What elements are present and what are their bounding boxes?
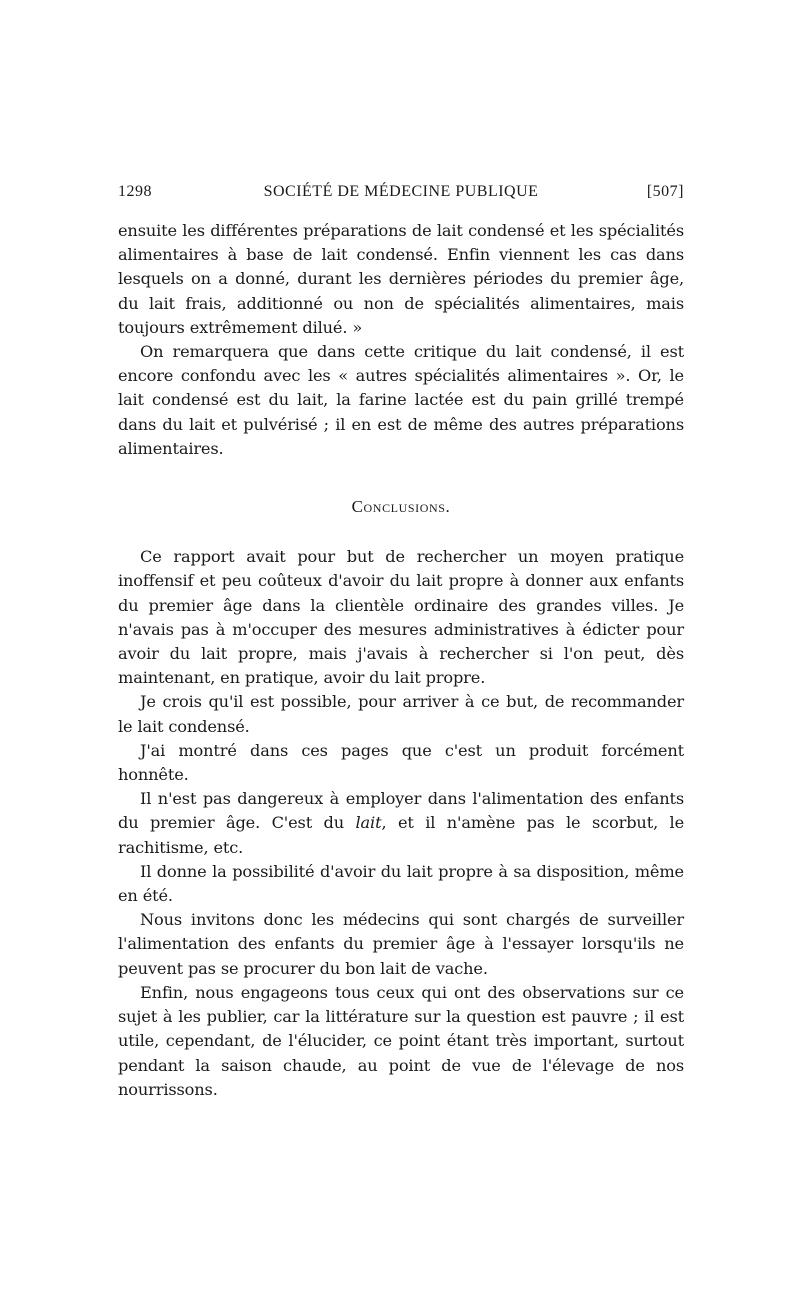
paragraph-recommendation: Je crois qu'il est possible, pour arriver à ce but, de recommander le lait condensé. — [118, 692, 684, 736]
paragraph-purpose: Ce rapport avait pour but de rechercher un moyen pratique inoffensif et peu coûteux d'avoir du lait propre à donner aux enfants du premier âge dans la clientèle ordinaire des grandes villes. Je n'avais pas à m'occuper des mesures administratives à édicter pour avoir du lait propre, mais j'avais à rechercher si l'on peut, dès maintenant, en pratique, avoir du lait propre. — [118, 547, 684, 688]
text-span: Il n'est pas dangereux à employer dans l'alimentation des enfants du premier âge. C'est du — [118, 789, 684, 833]
paragraph-availability: Il donne la possibilité d'avoir du lait propre à sa disposition, même en été. — [118, 861, 684, 906]
section-number: [507] — [646, 183, 684, 200]
paragraph-critique: On remarquera que dans cette critique du lait condensé, il est encore confondu avec les « autres spécialités alimentaires ». Or, le lait condensé est du lait, la farine lactée est du pain grillé trempé dans du lait et pulvérisé ; il en est de même des autres préparations alimentaires. — [118, 342, 684, 458]
running-head — [118, 183, 684, 207]
paragraph-final: Enfin, nous engageons tous ceux qui ont des observations sur ce sujet à les publier, car la littérature sur la question est pauvre ; il est utile, cependant, de l'élucider, ce point étant très important, surtout pendant la saison chaude, au point de vue de l'élevage de nos nourrissons. — [118, 982, 684, 1099]
text-span: , et il n'amène pas le scorbut, le rachitisme, etc. — [118, 813, 685, 857]
paragraph-continued: ensuite les différentes préparations de lait condensé et les spécialités alimentaires à base de lait condensé. Enfin viennent les cas dans lesquels on a donné, durant les dernières périodes du premier âge, du lait frais, additionné ou non de spécialités alimentaires, mais toujours extrêmement dilué. » — [118, 221, 684, 337]
paragraph-invitation: Nous invitons donc les médecins qui sont chargés de surveiller l'alimentation des enfants du premier âge à l'essayer lorsqu'ils ne peuvent pas se procurer du bon lait de vache. — [118, 910, 684, 978]
section-heading-conclusions: Conclusions. — [351, 497, 451, 517]
paragraph-not-dangerous — [118, 787, 684, 860]
page-number: 1298 — [118, 183, 152, 200]
running-title: SOCIÉTÉ DE MÉDECINE PUBLIQUE — [263, 183, 539, 200]
italic-text: lait — [355, 813, 382, 833]
body-text — [118, 219, 684, 1102]
paragraph-honest-product: J'ai montré dans ces pages que c'est un produit forcément honnête. — [118, 740, 684, 785]
book-page — [118, 183, 684, 1102]
